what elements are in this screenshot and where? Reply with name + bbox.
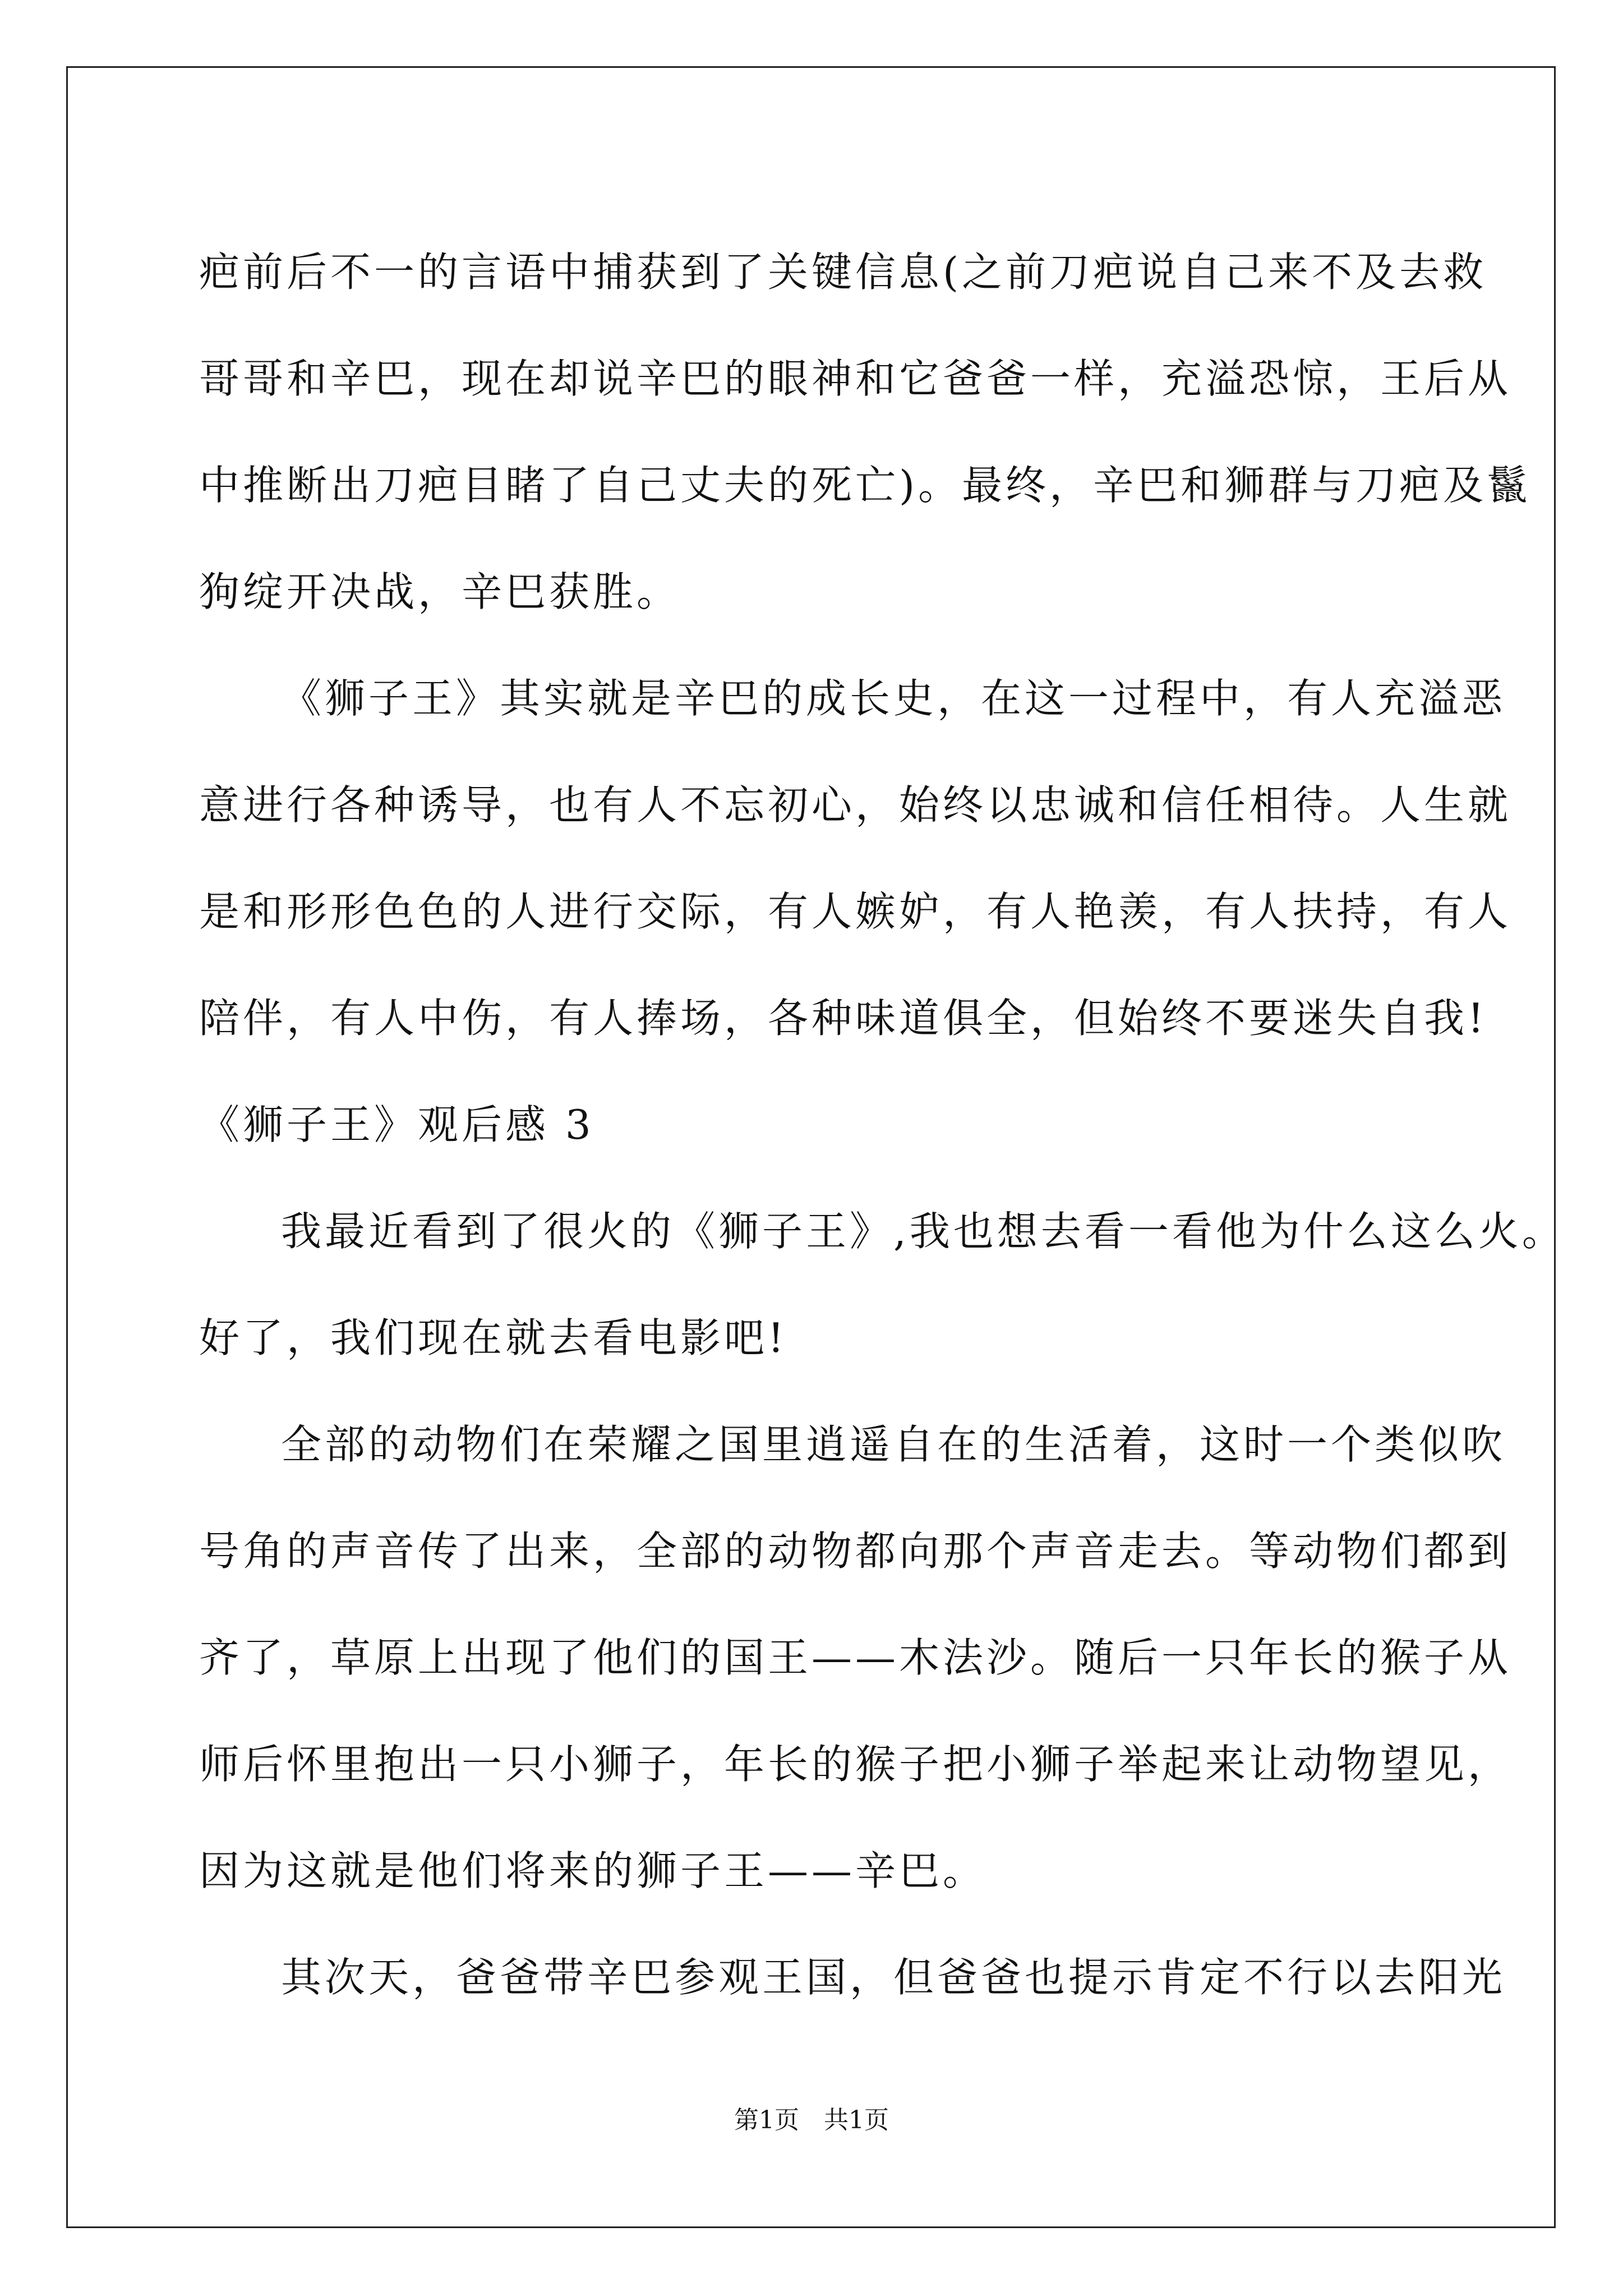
text-line: 全部的动物们在荣耀之国里逍遥自在的生活着，这时一个类似吹: [281, 1421, 1506, 1468]
text-line: 陪伴，有人中伤，有人捧场，各种味道俱全，但始终不要迷失自我!: [199, 995, 1487, 1042]
text-line: 疤前后不一的言语中捕获到了关键信息(之前刀疤说自己来不及去救: [199, 249, 1487, 296]
text-line: 是和形形色色的人进行交际，有人嫉妒，有人艳羡，有人扶持，有人: [199, 888, 1512, 935]
text-line: 我最近看到了很火的《狮子王》,我也想去看一看他为什么这么火。: [281, 1208, 1566, 1255]
text-line: 《狮子王》其实就是辛巴的成长史，在这一过程中，有人充溢恶: [281, 675, 1506, 722]
document-body: [199, 219, 1566, 2031]
text-line: 因为这就是他们将来的狮子王——辛巴。: [199, 1847, 987, 1894]
text-line: 其次天，爸爸带辛巴参观王国，但爸爸也提示肯定不行以去阳光: [281, 1954, 1506, 2001]
text-line: 好了，我们现在就去看电影吧!: [199, 1314, 787, 1361]
text-line: 齐了，草原上出现了他们的国王——木法沙。随后一只年长的猴子从: [199, 1634, 1512, 1681]
text-line: 中推断出刀疤目睹了自己丈夫的死亡)。最终，辛巴和狮群与刀疤及鬣: [199, 462, 1531, 509]
text-line: 号角的声音传了出来，全部的动物都向那个声音走去。等动物们都到: [199, 1527, 1512, 1575]
section-heading: 《狮子王》观后感 3: [199, 1101, 594, 1148]
text-line: 狗绽开决战，辛巴获胜。: [199, 568, 681, 615]
text-line: 师后怀里抱出一只小狮子，年长的猴子把小狮子举起来让动物望见，: [199, 1741, 1512, 1788]
text-line: 哥哥和辛巴，现在却说辛巴的眼神和它爸爸一样，充溢恐惊，王后从: [199, 355, 1512, 402]
text-line: 意进行各种诱导，也有人不忘初心，始终以忠诚和信任相待。人生就: [199, 781, 1512, 829]
page-footer: 第1页 共1页: [734, 2106, 889, 2134]
